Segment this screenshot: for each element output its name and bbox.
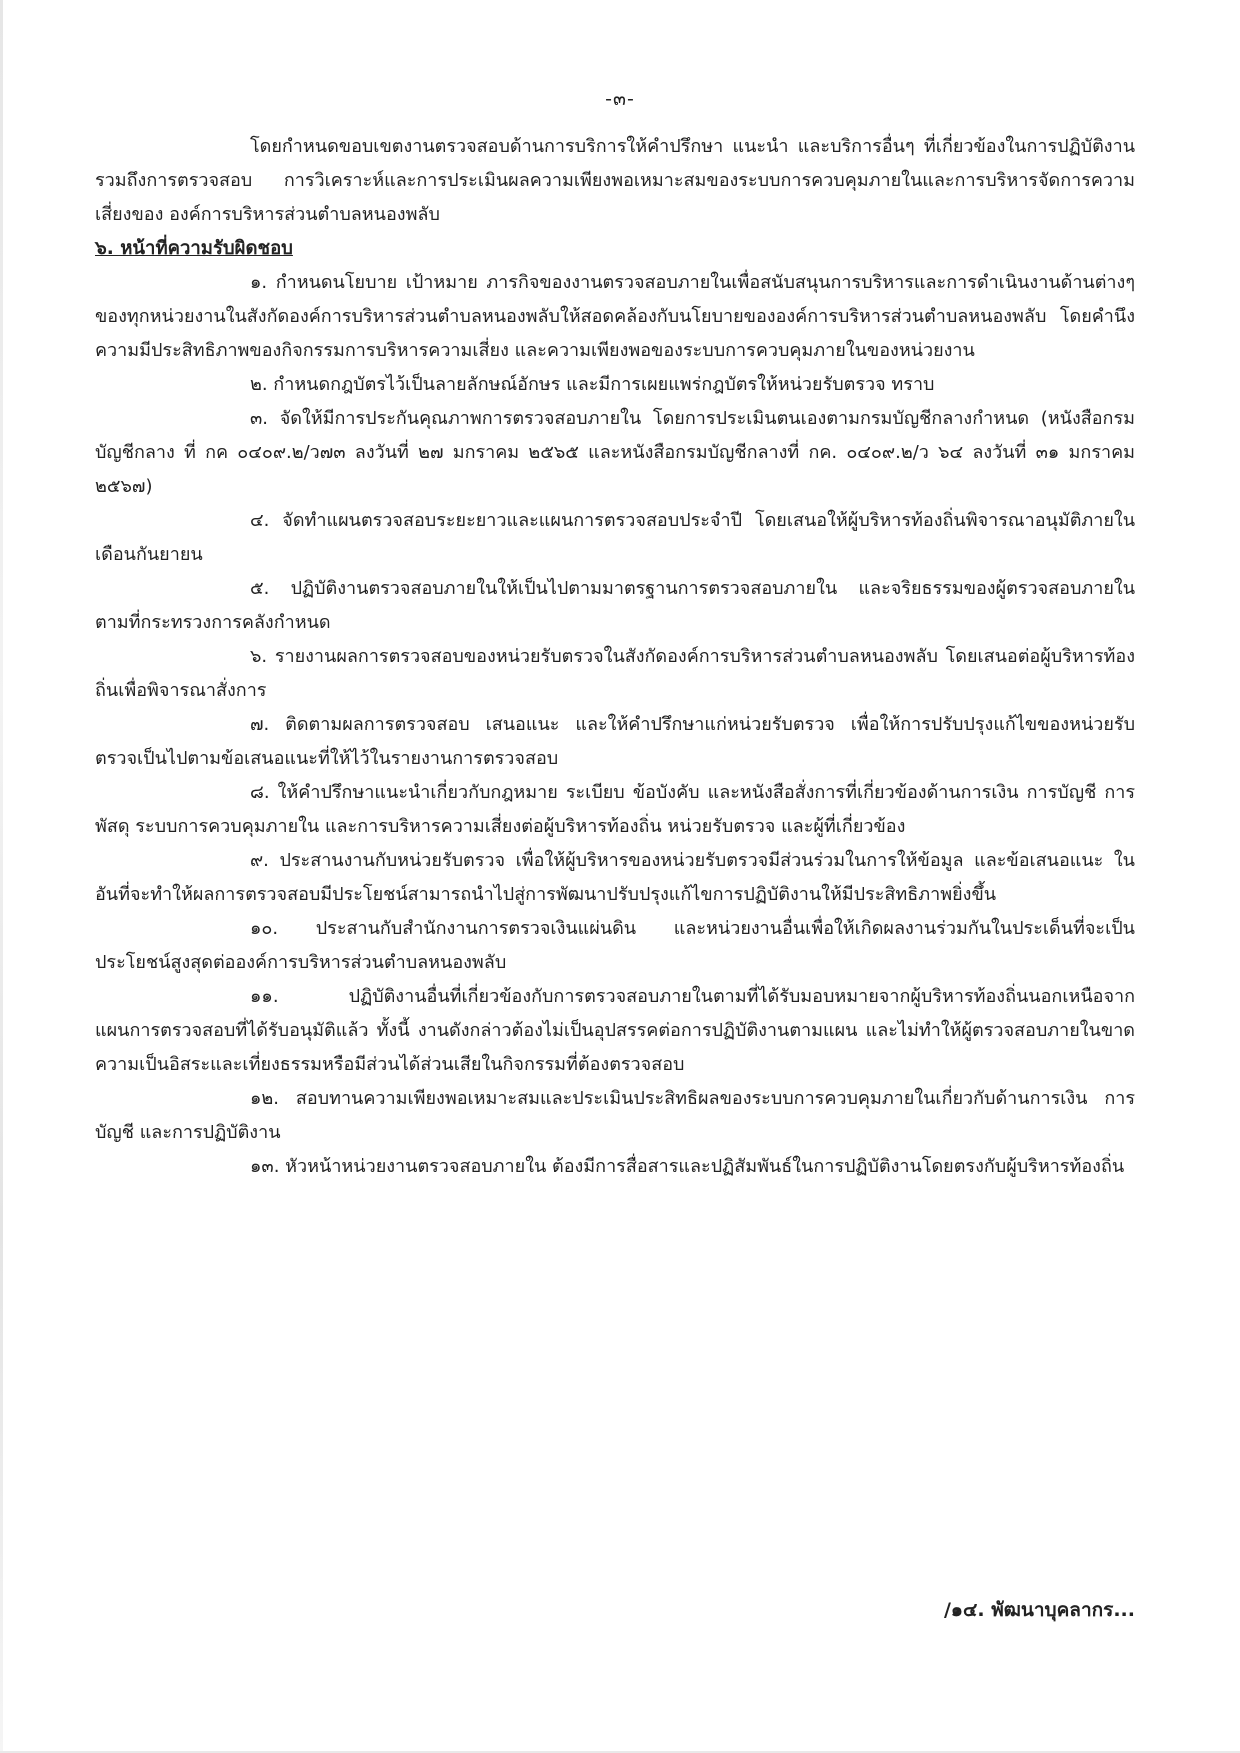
list-item: ๑๓. หัวหน้าหน่วยงานตรวจสอบภายใน ต้องมีการสื่อสารและปฏิสัมพันธ์ในการปฏิบัติงานโดยตรงกับผู้บริหารท้องถิ่น [250,1156,1125,1177]
list-item: ๕. ปฏิบัติงานตรวจสอบภายในให้เป็นไปตามมาตรฐานการตรวจสอบภายใน และจริยธรรมของผู้ตรวจสอบภายใน ตามที่กระทรวงการคลังกำหนด [95,578,1135,633]
list-item: ๑. กำหนดนโยบาย เป้าหมาย ภารกิจของงานตรวจสอบภายในเพื่อสนับสนุนการบริหารและการดำเนินงานด้านต่างๆ ของทุกหน่วยงานในสังกัดองค์การบริหารส่วนตำบลหนองพลับให้สอดคล้องกับนโยบายขององค์การบริหารส่วนตำบลหนองพลับ โดยคำนึงความมีประสิทธิภาพของกิจกรรมการบริหารความเสี่ยง และความเพียงพอของระบบการควบคุมภายในของหน่วยงาน [95,272,1135,361]
page-number: -๓- [605,88,635,110]
scan-edge [0,0,3,1753]
list-item: ๑๐. ประสานกับสำนักงานการตรวจเงินแผ่นดิน และหน่วยงานอื่นเพื่อให้เกิดผลงานร่วมกันในประเด็นที่จะเป็นประโยชน์สูงสุดต่อองค์การบริหารส่วนตำบลหนองพลับ [95,918,1135,973]
continuation-note: /๑๔. พัฒนาบุคลากร... [943,1599,1135,1621]
list-item: ๑๑. ปฏิบัติงานอื่นที่เกี่ยวข้องกับการตรวจสอบภายในตามที่ได้รับมอบหมายจากผู้บริหารท้องถิ่นนอกเหนือจากแผนการตรวจสอบที่ได้รับอนุมัติแล้ว ทั้งนี้ งานดังกล่าวต้องไม่เป็นอุปสรรคต่อการปฏิบัติงานตามแผน และไม่ทำให้ผู้ตรวจสอบภายในขาดความเป็นอิสระและเที่ยงธรรมหรือมีส่วนได้ส่วนเสียในกิจกรรมที่ต้องตรวจสอบ [95,986,1135,1075]
list-item: ๓. จัดให้มีการประกันคุณภาพการตรวจสอบภายใน โดยการประเมินตนเองตามกรมบัญชีกลางกำหนด (หนังสือกรมบัญชีกลาง ที่ กค ๐๔๐๙.๒/ว๗๓ ลงวันที่ ๒๗ มกราคม ๒๕๖๕ และหนังสือกรมบัญชีกลางที่ กค. ๐๔๐๙.๒/ว ๖๔ ลงวันที่ ๓๑ มกราคม ๒๕๖๗) [95,408,1135,497]
list-item: ๙. ประสานงานกับหน่วยรับตรวจ เพื่อให้ผู้บริหารของหน่วยรับตรวจมีส่วนร่วมในการให้ข้อมูล และข้อเสนอแนะ ในอันที่จะทำให้ผลการตรวจสอบมีประโยชน์สามารถนำไปสู่การพัฒนาปรับปรุงแก้ไขการปฏิบัติงานให้มีประสิทธิภาพยิ่งขึ้น [95,850,1135,905]
list-item: ๘. ให้คำปรึกษาแนะนำเกี่ยวกับกฎหมาย ระเบียบ ข้อบังคับ และหนังสือสั่งการที่เกี่ยวข้องด้านการเงิน การบัญชี การพัสดุ ระบบการควบคุมภายใน และการบริหารความเสี่ยงต่อผู้บริหารท้องถิ่น หน่วยรับตรวจ และผู้ที่เกี่ยวข้อง [95,782,1135,837]
list-item: ๒. กำหนดกฎบัตรไว้เป็นลายลักษณ์อักษร และมีการเผยแพร่กฎบัตรให้หน่วยรับตรวจ ทราบ [250,374,935,395]
list-item: ๔. จัดทำแผนตรวจสอบระยะยาวและแผนการตรวจสอบประจำปี โดยเสนอให้ผู้บริหารท้องถิ่นพิจารณาอนุมัติภายในเดือนกันยายน [95,510,1135,565]
list-item: ๑๒. สอบทานความเพียงพอเหมาะสมและประเมินประสิทธิผลของระบบการควบคุมภายในเกี่ยวกับด้านการเงิน การบัญชี และการปฏิบัติงาน [95,1088,1135,1143]
intro-paragraph: โดยกำหนดขอบเขตงานตรวจสอบด้านการบริการให้คำปรึกษา แนะนำ และบริการอื่นๆ ที่เกี่ยวข้องในการปฏิบัติงาน รวมถึงการตรวจสอบ การวิเคราะห์และการประเมินผลความเพียงพอเหมาะสมของระบบการควบคุมภายในและการบริหารจัดการความเสี่ยงของ องค์การบริหารส่วนตำบลหนองพลับ [95,136,1135,225]
list-item: ๖. รายงานผลการตรวจสอบของหน่วยรับตรวจในสังกัดองค์การบริหารส่วนตำบลหนองพลับ โดยเสนอต่อผู้บริหารท้องถิ่นเพื่อพิจารณาสั่งการ [95,646,1135,701]
document-body [95,130,1135,1184]
list-item: ๗. ติดตามผลการตรวจสอบ เสนอแนะ และให้คำปรึกษาแก่หน่วยรับตรวจ เพื่อให้การปรับปรุงแก้ไขของหน่วยรับตรวจเป็นไปตามข้อเสนอแนะที่ให้ไว้ในรายงานการตรวจสอบ [95,714,1135,769]
section-heading: ๖. หน้าที่ความรับผิดชอบ [95,238,293,259]
